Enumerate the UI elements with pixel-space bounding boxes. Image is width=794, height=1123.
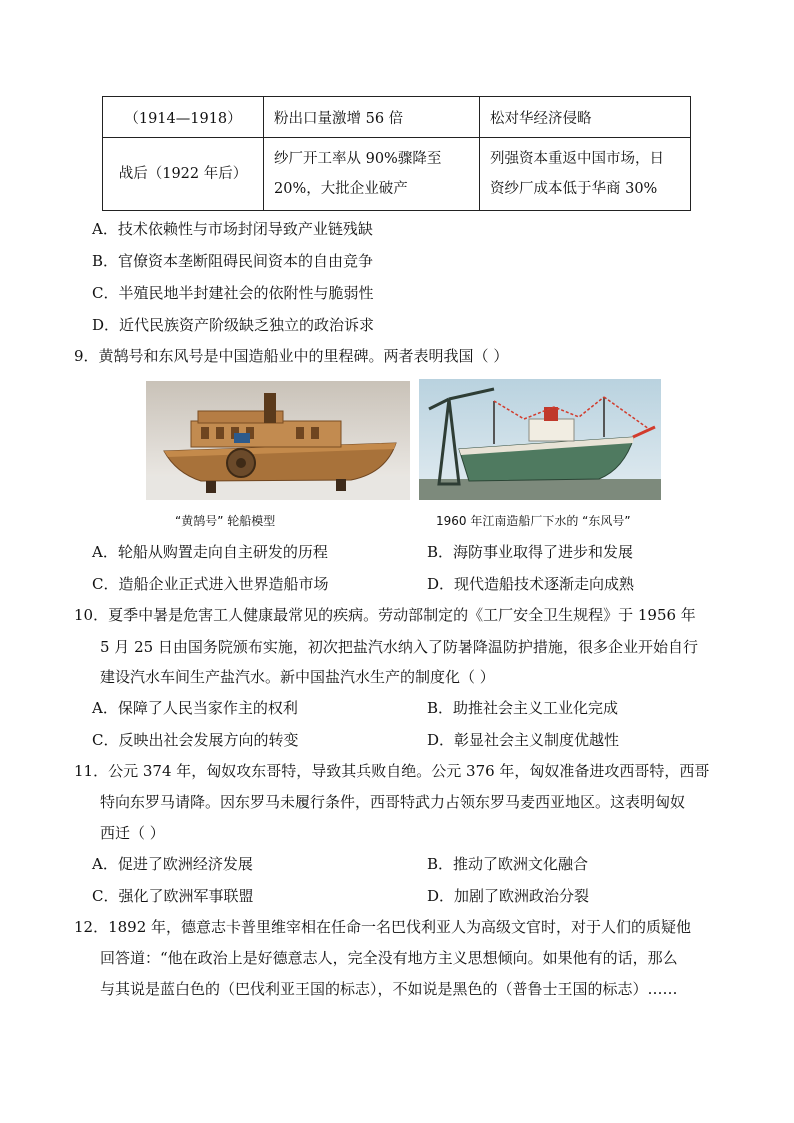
dongfeng-ship-photo [419, 379, 661, 500]
q10-option-a[interactable]: A．保障了人民当家作主的权利 [92, 699, 298, 717]
huanghu-ship-model-photo [146, 381, 410, 500]
table-cell: 松对华经济侵略 [480, 97, 691, 138]
q9-option-a[interactable]: A．轮船从购置走向自主研发的历程 [92, 543, 328, 561]
right-photo-caption: 1960 年江南造船厂下水的 “东风号” [436, 514, 631, 528]
q12-stem-line: 与其说是蓝白色的（巴伐利亚王国的标志），不如说是黑色的（普鲁士王国的标志）…… [100, 980, 678, 998]
q11-option-a[interactable]: A．促进了欧洲经济发展 [92, 855, 253, 873]
q9-option-d[interactable]: D．现代造船技术逐渐走向成熟 [427, 575, 635, 593]
q10-stem-line: 建设汽水车间生产盐汽水。新中国盐汽水生产的制度化（ ） [100, 668, 495, 686]
q10-option-d[interactable]: D．彰显社会主义制度优越性 [427, 731, 620, 749]
q8-option-c[interactable]: C．半殖民地半封建社会的依附性与脆弱性 [92, 284, 374, 302]
q10-option-b[interactable]: B．助推社会主义工业化完成 [427, 699, 619, 717]
table-cell: 粉出口量激增 56 倍 [264, 97, 480, 138]
table-cell [480, 138, 691, 211]
economy-table [102, 96, 691, 211]
q8-option-a[interactable]: A．技术依赖性与市场封闭导致产业链残缺 [92, 220, 373, 238]
q10-stem-line: 10．夏季中暑是危害工人健康最常见的疾病。劳动部制定的《工厂安全卫生规程》于 1956 年 [74, 606, 696, 624]
cell-line: 资纱厂成本低于华商 30% [490, 181, 658, 197]
q11-option-c[interactable]: C．强化了欧洲军事联盟 [92, 887, 254, 905]
cell-line: 纱厂开工率从 90%骤降至 [274, 151, 442, 167]
table-cell [264, 138, 480, 211]
q10-option-c[interactable]: C．反映出社会发展方向的转变 [92, 731, 299, 749]
q12-stem-line: 回答道：“他在政治上是好德意志人，完全没有地方主义思想倾向。如果他有的话，那么 [100, 949, 678, 967]
cell-line: 20%，大批企业破产 [274, 181, 408, 197]
q8-option-b[interactable]: B．官僚资本垄断阻碍民间资本的自由竞争 [92, 252, 374, 270]
q9-option-c[interactable]: C．造船企业正式进入世界造船市场 [92, 575, 329, 593]
q11-option-d[interactable]: D．加剧了欧洲政治分裂 [427, 887, 590, 905]
table-cell: 战后（1922 年后） [103, 138, 264, 211]
table-cell: （1914—1918） [103, 97, 264, 138]
q9-option-b[interactable]: B．海防事业取得了进步和发展 [427, 543, 634, 561]
q10-stem-line: 5 月 25 日由国务院颁布实施，初次把盐汽水纳入了防暑降温防护措施，很多企业开始自行 [100, 638, 698, 656]
cell-line: 列强资本重返中国市场，日 [490, 151, 664, 167]
table-row [103, 138, 691, 211]
table-row [103, 97, 691, 138]
left-photo-caption: “黄鹄号” 轮船模型 [175, 514, 276, 528]
q8-option-d[interactable]: D．近代民族资产阶级缺乏独立的政治诉求 [92, 316, 375, 334]
q12-stem-line: 12．1892 年，德意志卡普里维宰相在任命一名巴伐利亚人为高级文官时，对于人们的质疑他 [74, 918, 692, 936]
q11-option-b[interactable]: B．推动了欧洲文化融合 [427, 855, 589, 873]
q11-stem-line: 特向东罗马请降。因东罗马未履行条件，西哥特武力占领东罗马麦西亚地区。这表明匈奴 [100, 793, 686, 811]
q9-stem: 9．黄鹄号和东风号是中国造船业中的里程碑。两者表明我国（ ） [74, 347, 509, 365]
q11-stem-line: 西迁（ ） [100, 824, 165, 842]
q11-stem-line: 11．公元 374 年，匈奴攻东哥特，导致其兵败自绝。公元 376 年，匈奴准备进攻西哥特，西哥 [74, 762, 710, 780]
